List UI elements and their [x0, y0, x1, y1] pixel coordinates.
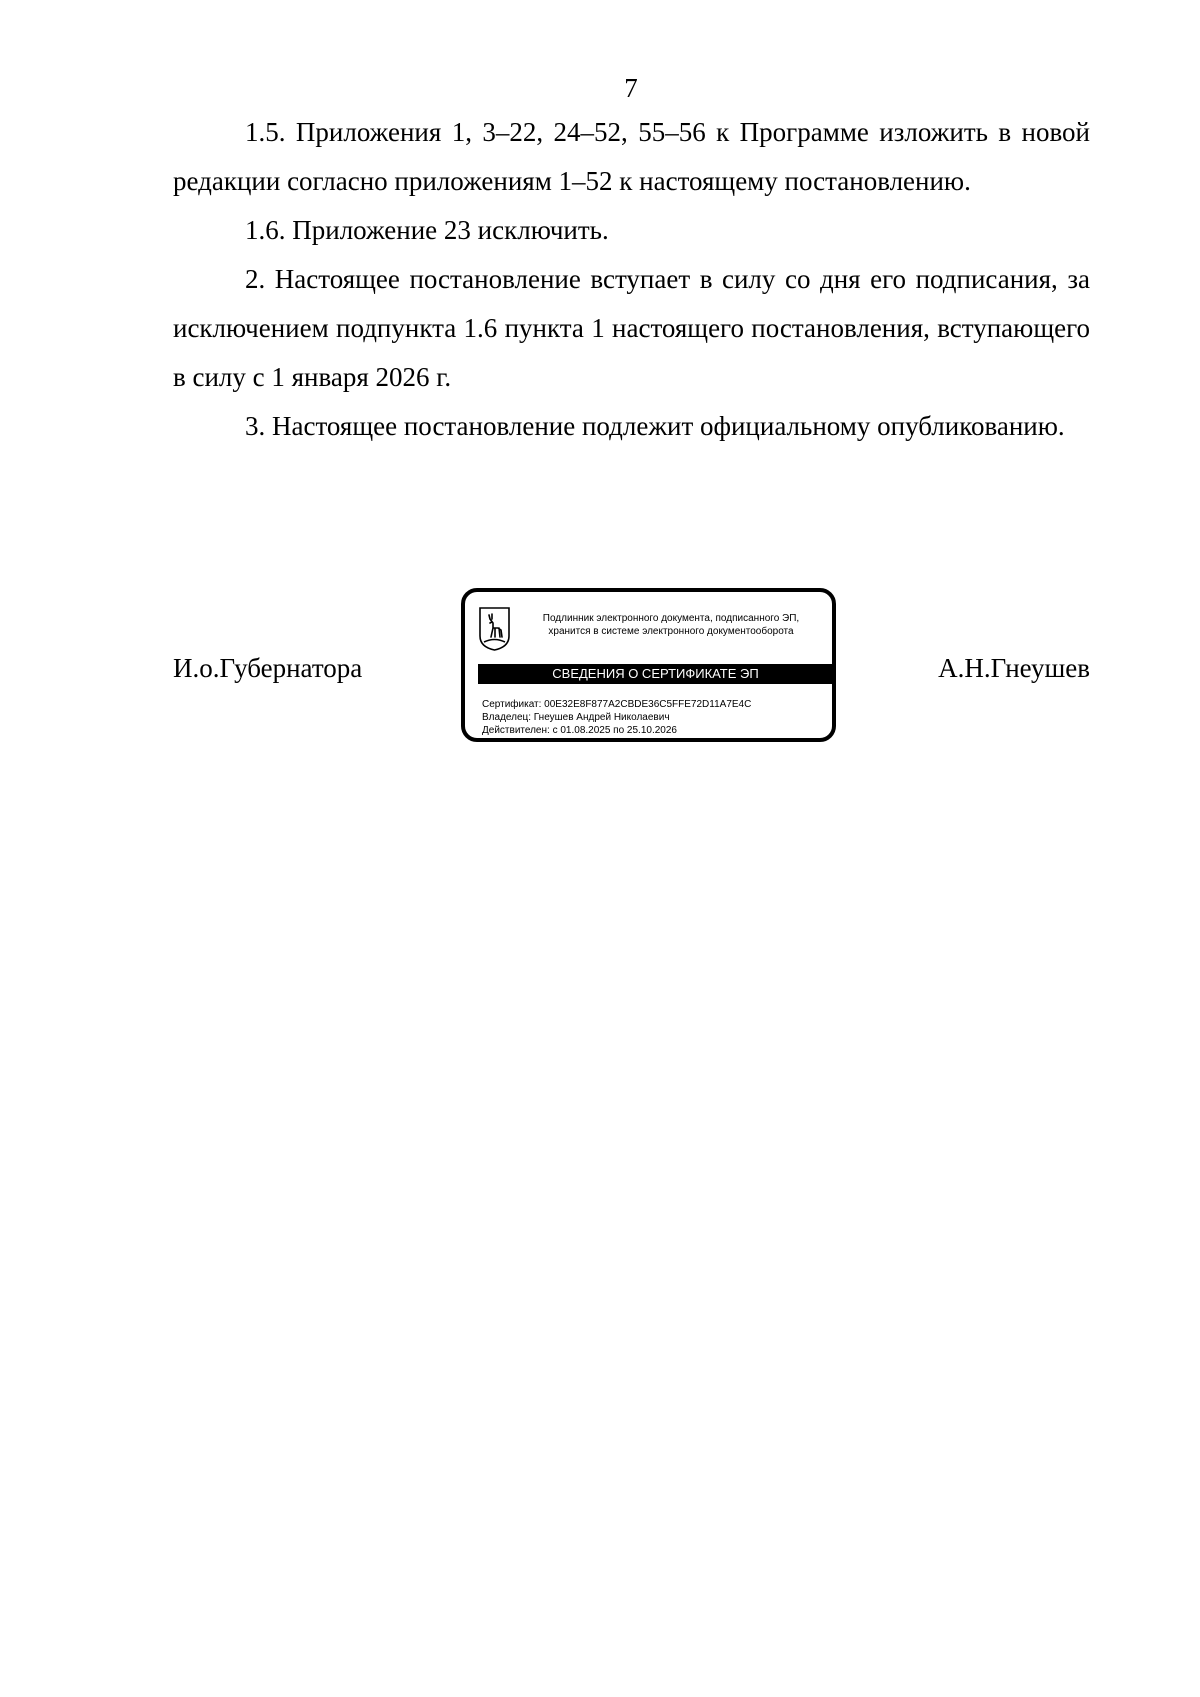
- page-number: 7: [624, 73, 638, 103]
- paragraph-1-5: 1.5. Приложения 1, 3–22, 24–52, 55–56 к Программе изложить в новой редакции согласно приложениям 1–52 к настоящему постановлению.: [173, 117, 1090, 196]
- certificate-number: Сертификат: 00E32E8F877A2CBDE36C5FFE72D11A7E4C: [482, 699, 752, 710]
- signatory-name: А.Н.Гнеушев: [938, 653, 1090, 683]
- stamp-note-line-2: хранится в системе электронного документооборота: [548, 626, 794, 637]
- signatory-title: И.о.Губернатора: [173, 653, 363, 683]
- stamp-note: [521, 612, 821, 638]
- signature-block: [0, 588, 1200, 758]
- electronic-signature-stamp: [461, 588, 836, 742]
- certificate-details: [482, 698, 751, 737]
- certificate-header: СВЕДЕНИЯ О СЕРТИФИКАТЕ ЭП: [478, 664, 833, 684]
- certificate-owner: Владелец: Гнеушев Андрей Николаевич: [482, 712, 670, 723]
- deer-emblem-icon: [478, 606, 511, 651]
- document-body: [173, 108, 1090, 451]
- stamp-note-line-1: Подлинник электронного документа, подписанного ЭП,: [542, 613, 800, 624]
- paragraph-2: 2. Настоящее постановление вступает в силу со дня его подписания, за исключением подпункта 1.6 пункта 1 настоящего постановления, вступающего в силу с 1 января 2026 г.: [173, 264, 1090, 392]
- paragraph-3: 3. Настоящее постановление подлежит официальному опубликованию.: [245, 411, 1065, 441]
- paragraph-1-6: 1.6. Приложение 23 исключить.: [245, 215, 609, 245]
- certificate-validity: Действителен: с 01.08.2025 по 25.10.2026: [482, 725, 677, 736]
